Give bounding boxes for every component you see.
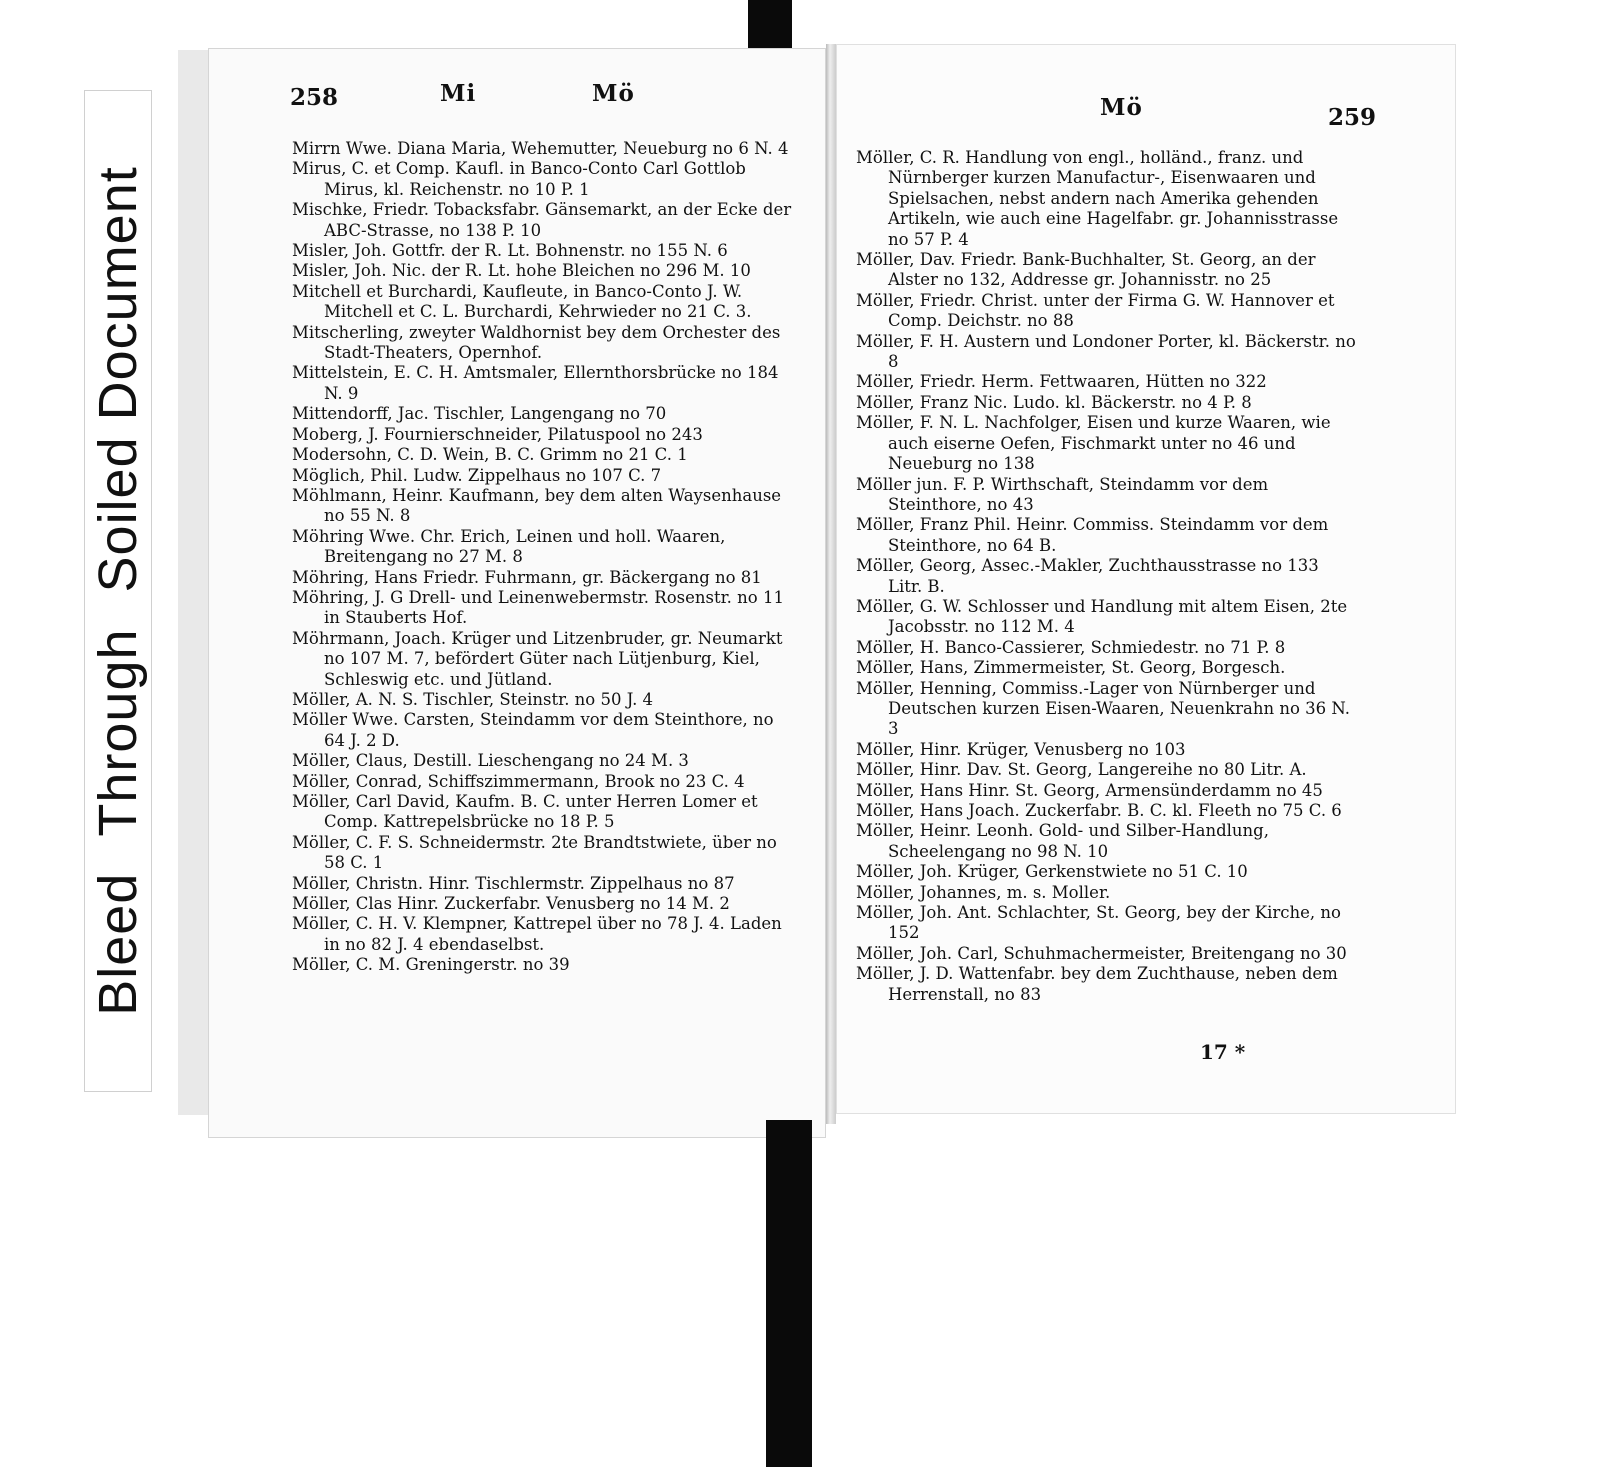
list-item: Möller, Christn. Hinr. Tischlermstr. Zippelhaus no 87 bbox=[292, 873, 735, 893]
list-item: Möller, A. N. S. Tischler, Steinstr. no 50 J. 4 bbox=[292, 689, 654, 709]
list-item: Möhlmann, Heinr. Kaufmann, bey dem alten Waysenhause no 55 N. 8 bbox=[292, 485, 782, 526]
list-item: Möller, Hans, Zimmermeister, St. Georg, Borgesch. bbox=[856, 658, 1286, 678]
list-item: Möller, J. D. Wattenfabr. bey dem Zuchthause, neben dem Herrenstall, no 83 bbox=[856, 964, 1338, 1004]
list-item: Möller, Clas Hinr. Zuckerfabr. Venusberg no 14 M. 2 bbox=[292, 894, 730, 914]
list-item: Möller, F. H. Austern und Londoner Porter, kl. Bäckerstr. no 8 bbox=[856, 331, 1356, 372]
list-item: Möller, Hinr. Krüger, Venusberg no 103 bbox=[856, 739, 1186, 759]
list-item: Mitscherling, zweyter Waldhornist bey dem Orchester des Stadt-Theaters, Opernhof. bbox=[292, 322, 781, 363]
list-item: Möller, Friedr. Christ. unter der Firma G. W. Hannover et Comp. Deichstr. no 88 bbox=[856, 290, 1335, 331]
list-item: Mischke, Friedr. Tobacksfabr. Gänsemarkt, an der Ecke der ABC-Strasse, no 138 P. 10 bbox=[292, 200, 792, 240]
signature-mark: 17 * bbox=[1200, 1040, 1246, 1064]
list-item: Möller, Heinr. Leonh. Gold- und Silber-Handlung, Scheelengang no 98 N. 10 bbox=[856, 821, 1269, 861]
list-item: Möller, C. R. Handlung von engl., holländ., franz. und Nürnberger kurzen Manufactur-, Eisenwaaren und Spielsachen, nebst andern nach Amerika gehenden Artikeln, wie auch eine Hagelfabr. gr. Johannisstrasse no 57 P. 4 bbox=[856, 148, 1339, 249]
list-item: Möller, Claus, Destill. Lieschengang no 24 M. 3 bbox=[292, 751, 689, 771]
list-item: Möller, Henning, Commiss.-Lager von Nürnberger und Deutschen kurzen Eisen-Waaren, Neuenkrahn no 36 N. 3 bbox=[856, 678, 1350, 739]
list-item: Möhring, J. G Drell- und Leinenwebermstr. Rosenstr. no 11 in Stauberts Hof. bbox=[292, 587, 784, 628]
side-label-word1: Bleed bbox=[88, 872, 148, 1016]
side-label bbox=[84, 90, 152, 1092]
left-page-number: 258 bbox=[290, 84, 339, 111]
list-item: Möller, Hans Hinr. St. Georg, Armensünderdamm no 45 bbox=[856, 780, 1323, 800]
right-running-head: Mö bbox=[1100, 94, 1143, 121]
list-item: Möller, Carl David, Kaufm. B. C. unter Herren Lomer et Comp. Kattrepelsbrücke no 18 P. 5 bbox=[292, 792, 758, 832]
list-item: Möller, Conrad, Schiffszimmermann, Brook no 23 C. 4 bbox=[292, 771, 745, 791]
list-item: Möller, Georg, Assec.-Makler, Zuchthausstrasse no 133 Litr. B. bbox=[856, 556, 1319, 596]
binding-clip-top bbox=[748, 0, 792, 50]
list-item: Möhring, Hans Friedr. Fuhrmann, gr. Bäckergang no 81 bbox=[292, 567, 762, 587]
left-running-head-a: Mi bbox=[440, 80, 477, 107]
list-item: Möhring Wwe. Chr. Erich, Leinen und holl. Waaren, Breitengang no 27 M. 8 bbox=[292, 526, 726, 567]
list-item: Möglich, Phil. Ludw. Zippelhaus no 107 C. 7 bbox=[292, 465, 662, 485]
list-item: Moberg, J. Fournierschneider, Pilatuspool no 243 bbox=[292, 424, 703, 444]
list-item: Möller, G. W. Schlosser und Handlung mit altem Eisen, 2te Jacobsstr. no 112 M. 4 bbox=[856, 596, 1348, 637]
list-item: Möhrmann, Joach. Krüger und Litzenbruder, gr. Neumarkt no 107 M. 7, befördert Güter nach Lütjenburg, Kiel, Schleswig etc. und Jütland. bbox=[292, 628, 783, 689]
list-item: Möller jun. F. P. Wirthschaft, Steindamm vor dem Steinthore, no 43 bbox=[856, 474, 1269, 514]
list-item: Möller Wwe. Carsten, Steindamm vor dem Steinthore, no 64 J. 2 D. bbox=[292, 710, 774, 750]
left-entry-list bbox=[292, 139, 798, 976]
list-item: Möller, C. F. S. Schneidermstr. 2te Brandtstwiete, über no 58 C. 1 bbox=[292, 832, 777, 873]
list-item: Möller, Hans Joach. Zuckerfabr. B. C. kl. Fleeth no 75 C. 6 bbox=[856, 801, 1342, 820]
list-item: Möller, Johannes, m. s. Moller. bbox=[856, 882, 1111, 902]
right-page-number: 259 bbox=[1328, 104, 1377, 131]
list-item: Modersohn, C. D. Wein, B. C. Grimm no 21 C. 1 bbox=[292, 445, 688, 465]
list-item: Möller, Franz Phil. Heinr. Commiss. Steindamm vor dem Steinthore, no 64 B. bbox=[856, 515, 1329, 555]
list-item: Möller, Friedr. Herm. Fettwaaren, Hütten no 322 bbox=[856, 372, 1267, 392]
side-label-word2: Through bbox=[88, 628, 148, 837]
list-item: Möller, Hinr. Dav. St. Georg, Langereihe no 80 Litr. A. bbox=[856, 760, 1307, 780]
list-item: Möller, Franz Nic. Ludo. kl. Bäckerstr. no 4 P. 8 bbox=[856, 392, 1252, 412]
list-item: Mirrn Wwe. Diana Maria, Wehemutter, Neueburg no 6 N. 4 bbox=[292, 139, 789, 158]
list-item: Möller, F. N. L. Nachfolger, Eisen und kurze Waaren, wie auch eiserne Oefen, Fischmarkt unter no 46 und Neueburg no 138 bbox=[856, 413, 1331, 474]
list-item: Mittendorff, Jac. Tischler, Langengang no 70 bbox=[292, 404, 667, 424]
list-item: Misler, Joh. Nic. der R. Lt. hohe Bleichen no 296 M. 10 bbox=[292, 261, 751, 281]
list-item: Möller, C. M. Greningerstr. no 39 bbox=[292, 955, 570, 975]
left-running-head-b: Mö bbox=[592, 80, 635, 107]
list-item: Möller, Dav. Friedr. Bank-Buchhalter, St. Georg, an der Alster no 132, Addresse gr. Johannisstr. no 25 bbox=[856, 250, 1316, 290]
right-entry-list bbox=[856, 148, 1358, 1005]
book-spine bbox=[826, 44, 836, 1124]
list-item: Möller, C. H. V. Klempner, Kattrepel über no 78 J. 4. Laden in no 82 J. 4 ebendaselbst. bbox=[292, 914, 782, 954]
side-label-word3: Soiled Document bbox=[88, 166, 148, 593]
list-item: Möller, Joh. Carl, Schuhmachermeister, Breitengang no 30 bbox=[856, 943, 1347, 963]
list-item: Möller, Joh. Krüger, Gerkenstwiete no 51 C. 10 bbox=[856, 862, 1248, 882]
list-item: Möller, H. Banco-Cassierer, Schmiedestr. no 71 P. 8 bbox=[856, 637, 1286, 657]
list-item: Mirus, C. et Comp. Kaufl. in Banco-Conto Carl Gottlob Mirus, kl. Reichenstr. no 10 P. 1 bbox=[292, 159, 746, 199]
binding-clip-bottom bbox=[766, 1120, 812, 1467]
list-item: Misler, Joh. Gottfr. der R. Lt. Bohnenstr. no 155 N. 6 bbox=[292, 241, 728, 261]
list-item: Mittelstein, E. C. H. Amtsmaler, Ellernthorsbrücke no 184 N. 9 bbox=[292, 363, 779, 403]
list-item: Möller, Joh. Ant. Schlachter, St. Georg, bey der Kirche, no 152 bbox=[856, 903, 1341, 943]
list-item: Mitchell et Burchardi, Kaufleute, in Banco-Conto J. W. Mitchell et C. L. Burchardi, Kehrwieder no 21 C. 3. bbox=[292, 281, 752, 322]
side-label-text bbox=[87, 166, 149, 1016]
